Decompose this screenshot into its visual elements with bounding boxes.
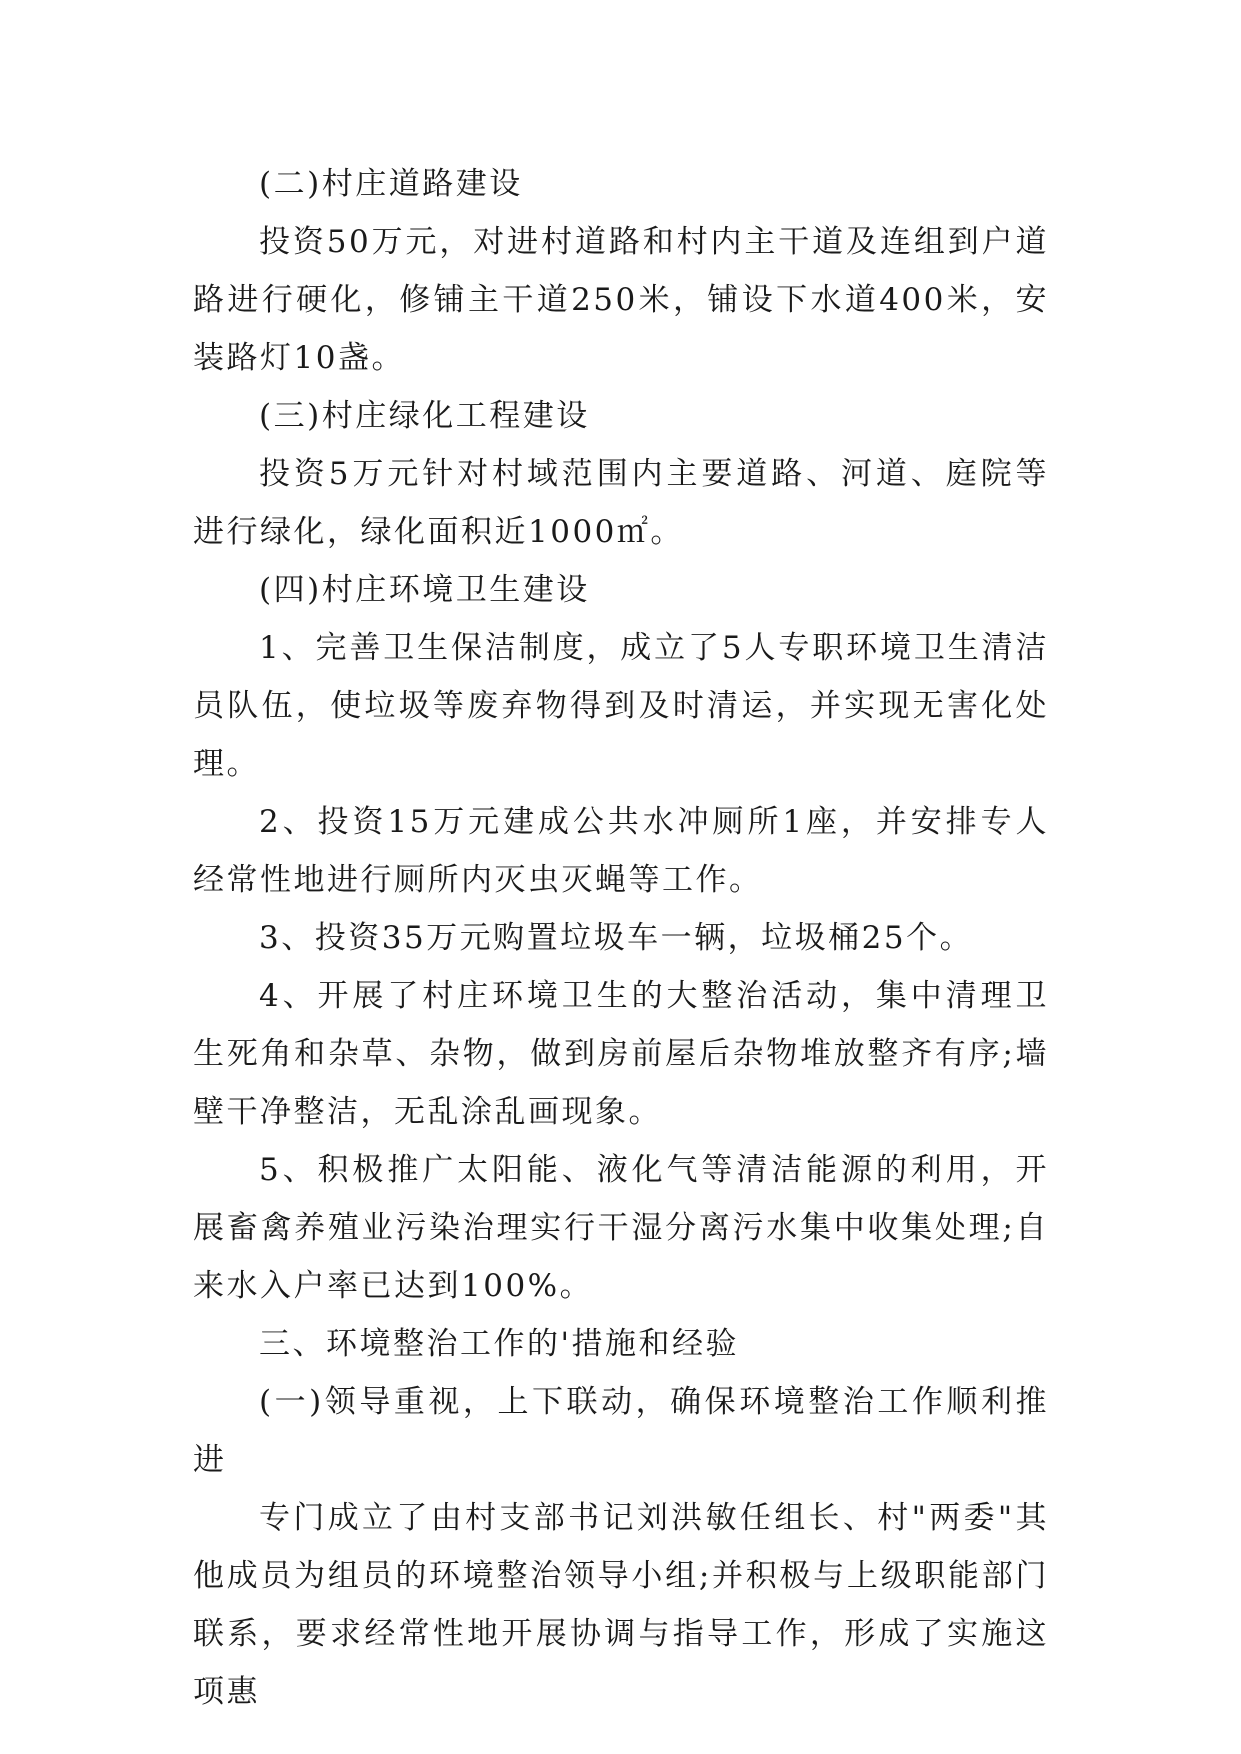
document-body	[193, 155, 1049, 1721]
list-item-5: 5、积极推广太阳能、液化气等清洁能源的利用，开展畜禽养殖业污染治理实行干湿分离污水集中收集处理;自来水入户率已达到100%。	[193, 1152, 1049, 1304]
list-item-4: 4、开展了村庄环境卫生的大整治活动，集中清理卫生死角和杂草、杂物，做到房前屋后杂物堆放整齐有序;墙壁干净整洁，无乱涂乱画现象。	[193, 978, 1049, 1130]
list-item-2: 2、投资15万元建成公共水冲厕所1座，并安排专人经常性地进行厕所内灭虫灭蝇等工作。	[193, 804, 1049, 898]
section-heading-road: (二)村庄道路建设	[259, 166, 523, 202]
paragraph-greening-investment: 投资5万元针对村域范围内主要道路、河道、庭院等进行绿化，绿化面积近1000㎡。	[193, 456, 1049, 550]
section-heading-greening: (三)村庄绿化工程建设	[259, 398, 590, 434]
paragraph-road-investment: 投资50万元，对进村道路和村内主干道及连组到户道路进行硬化，修铺主干道250米，铺设下水道400米，安装路灯10盏。	[193, 224, 1049, 376]
section-heading-measures: 三、环境整治工作的'措施和经验	[259, 1326, 740, 1362]
list-item-1: 1、完善卫生保洁制度，成立了5人专职环境卫生清洁员队伍，使垃圾等废弃物得到及时清运，并实现无害化处理。	[193, 630, 1049, 782]
paragraph-leadership: 专门成立了由村支部书记刘洪敏任组长、村"两委"其他成员为组员的环境整治领导小组;并积极与上级职能部门联系，要求经常性地开展协调与指导工作，形成了实施这项惠	[193, 1500, 1049, 1710]
subsection-heading-leadership: (一)领导重视，上下联动，确保环境整治工作顺利推进	[193, 1384, 1049, 1478]
section-heading-sanitation: (四)村庄环境卫生建设	[259, 572, 590, 608]
list-item-3: 3、投资35万元购置垃圾车一辆，垃圾桶25个。	[259, 920, 974, 956]
